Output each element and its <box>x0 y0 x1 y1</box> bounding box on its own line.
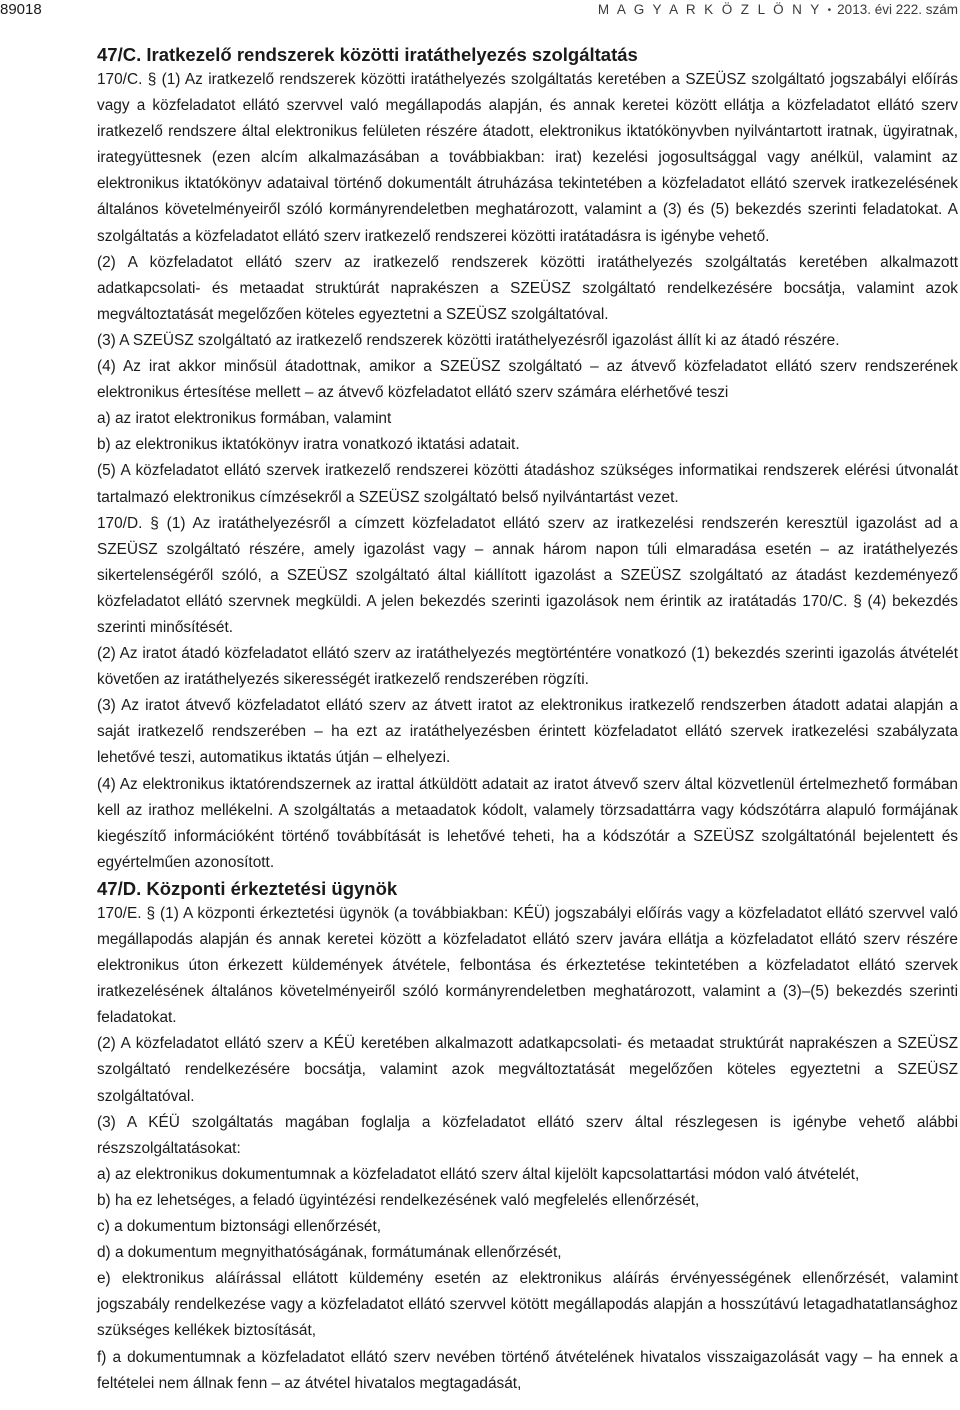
paragraph: 170/D. § (1) Az iratáthelyezésről a címzett közfeladatot ellátó szerv az iratkezelési rendszerén keresztül igazolást ad a SZEÜSZ szolgáltató részére, amely igazolást vagy – annak három napon túli elmaradása esetén – az iratáthelyezés sikertelenségéről szóló, a SZEÜSZ szolgáltató által kiállított igazolást a SZEÜSZ szolgáltató az átadást kezdeményező közfeladatot ellátó szervnek megküldi. A jelen bekezdés szerinti igazolások nem érintik az iratátadás 170/C. § (4) bekezdés szerinti minősítését. <box>97 514 958 636</box>
paragraph: (2) A közfeladatot ellátó szerv az iratkezelő rendszerek közötti iratáthelyezés szolgáltatás keretében alkalmazott adatkapcsolati- és metaadat struktúrát naprakészen a SZEÜSZ szolgáltató rendelkezésére bocsátja, valamint azok megváltoztatását megelőzően köteles egyeztetni a SZEÜSZ szolgáltatóval. <box>97 253 958 323</box>
paragraph: (2) Az iratot átadó közfeladatot ellátó szerv az iratáthelyezés megtörténtére vonatkozó (1) bekezdés szerinti igazolás átvételét követően az iratáthelyezés sikerességét iratkezelő rendszerében rögzíti. <box>97 645 958 689</box>
list-item: a) az iratot elektronikus formában, valamint <box>97 410 392 428</box>
page-header <box>0 0 960 22</box>
paragraph: (4) Az irat akkor minősül átadottnak, amikor a SZEÜSZ szolgáltató – az átvevő közfeladatot ellátó szerv rendszerének elektronikus értesítése mellett – az átvevő közfeladatot ellátó szerv számára elérhetővé teszi <box>97 358 958 402</box>
paragraph: 170/E. § (1) A központi érkeztetési ügynök (a továbbiakban: KÉÜ) jogszabályi előírás vagy a közfeladatot ellátó szervvel való megállapodás alapján és annak keretei között a közfeladatot ellátó szerv javára ellátja a közfeladatot ellátó szerv részére elektronikus úton érkezett küldemények átvétele, felbontása és érkeztetése tekintetében a közfeladatot ellátó szervek iratkezelésének általános követelményeiről szóló kormányrendeletben meghatározott, valamint a (3)–(5) bekezdés szerinti feladatokat. <box>97 904 958 1027</box>
paragraph: (2) A közfeladatot ellátó szerv a KÉÜ keretében alkalmazott adatkapcsolati- és metaadat struktúrát naprakészen a SZEÜSZ szolgáltató rendelkezésére bocsátja, valamint azok megváltoztatását megelőzően köteles egyeztetni a SZEÜSZ szolgáltatóval. <box>97 1035 958 1105</box>
paragraph: (3) A SZEÜSZ szolgáltató az iratkezelő rendszerek közötti iratáthelyezésről igazolást állít ki az átadó részére. <box>97 331 840 349</box>
paragraph: (3) Az iratot átvevő közfeladatot ellátó szerv az átvett iratot az elektronikus iratkezelő rendszerben átadott adatai alapján a saját iratkezelő rendszerében – ha ezt az iratáthelyezésben érintett közfeladatot ellátó szervek iratkezelési szabályzata lehetővé teszi, automatikus iktatás útján – elhelyezi. <box>97 697 958 767</box>
paragraph: (5) A közfeladatot ellátó szervek iratkezelő rendszerei közötti átadáshoz szükséges informatikai rendszerek elérési útvonalát tartalmazó elektronikus címzésekről a SZEÜSZ szolgáltató belső nyilvántartást vezet. <box>97 462 958 506</box>
list-item: f) a dokumentumnak a közfeladatot ellátó szerv nevében történő átvételének hivatalos visszaigazolását vagy – ha ennek a feltételei nem állnak fenn – az átvétel hivatalos megtagadását, <box>97 1348 958 1392</box>
paragraph: 170/C. § (1) Az iratkezelő rendszerek közötti iratáthelyezés szolgáltatás keretében a SZEÜSZ szolgáltató jogszabályi előírás vagy a közfeladatot ellátó szervvel való megállapodás alapján, és annak keretei között ellátja a közfeladatot ellátó szerv iratkezelő rendszere által elektronikus felületen részére átadott, elektronikus iktatókönyvben nyilvántartott iratnak, ügyiratnak, irategyüttesnek (ezen alcím alkalmazásában a továbbiakban: irat) kezelési jogosultsággal vagy anélkül, valamint az elektronikus iktatókönyv adataival történő dokumentált átruházása tekintetében a közfeladatot ellátó szervek iratkezelésének általános követelményeiről szóló kormányrendeletben meghatározott, valamint a (3) és (5) bekezdés szerinti feladatokat. A szolgáltatás a közfeladatot ellátó szerv iratkezelő rendszerei közötti iratátadásra is igénybe vehető. <box>97 71 958 245</box>
paragraph: (4) Az elektronikus iktatórendszernek az irattal átküldött adatait az iratot átvevő szerv által közvetlenül értelmezhető formában kell az irathoz mellékelni. A szolgáltatás a metaadatok kódolt, valamely törzsadattárra vagy kódszótárra alapuló formájának kiegészítő információként történő továbbítását is lehetővé teheti, ha a kódszótár a SZEÜSZ szolgáltatónál bejelentett és egyértelműen azonosított. <box>97 775 958 871</box>
list-item: e) elektronikus aláírással ellátott küldemény esetén az elektronikus aláírás érvényességének ellenőrzését, valamint jogszabály rendelkezése vagy a közfeladatot ellátó szervvel kötött megállapodás alapján a hosszútávú letagadhatatlansághoz szükséges kellékek biztosítását, <box>97 1270 958 1340</box>
issue-label: 2013. évi 222. szám <box>837 2 958 17</box>
document-body <box>97 42 958 1397</box>
list-item: b) ha ez lehetséges, a feladó ügyintézési rendelkezésének való megfelelés ellenőrzését, <box>97 1191 700 1209</box>
journal-title: M A G Y A R K Ö Z L Ö N Y <box>597 2 822 17</box>
list-item: a) az elektronikus dokumentumnak a közfeladatot ellátó szerv által kijelölt kapcsolattartási módon való átvételét, <box>97 1165 860 1183</box>
list-item: d) a dokumentum megnyithatóságának, formátumának ellenőrzését, <box>97 1244 562 1262</box>
page-number: 89018 <box>0 1 42 18</box>
list-item: c) a dokumentum biztonsági ellenőrzését, <box>97 1218 382 1236</box>
paragraph: (3) A KÉÜ szolgáltatás magában foglalja a közfeladatot ellátó szerv által részlegesen is igénybe vehető alábbi részszolgáltatásokat: <box>97 1113 958 1157</box>
running-head <box>598 0 958 21</box>
list-item: b) az elektronikus iktatókönyv iratra vonatkozó iktatási adatait. <box>97 436 520 454</box>
separator-dot: • <box>827 5 832 16</box>
section-heading: 47/C. Iratkezelő rendszerek közötti iratáthelyezés szolgáltatás <box>97 44 638 65</box>
section-heading: 47/D. Központi érkeztetési ügynök <box>97 877 398 899</box>
